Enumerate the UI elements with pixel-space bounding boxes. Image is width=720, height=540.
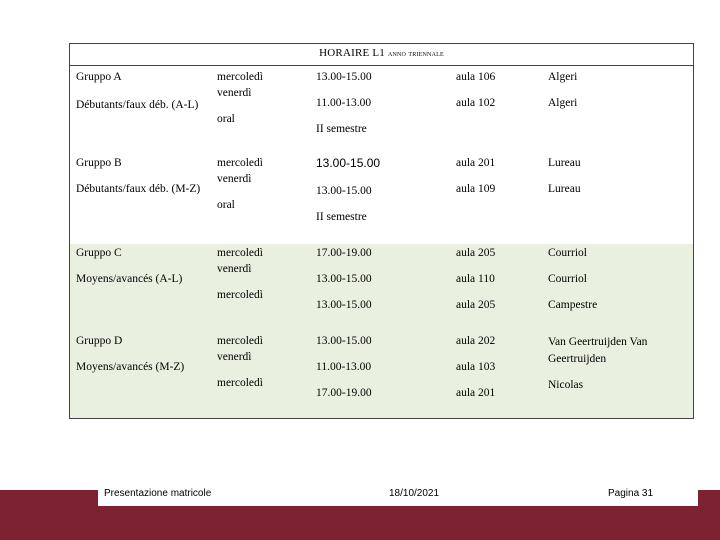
teacher-1: Courriol xyxy=(548,247,587,259)
day-2: venerdì xyxy=(217,351,252,363)
day-3: mercoledì xyxy=(217,289,263,301)
group-name: Gruppo A xyxy=(76,71,122,83)
table-title xyxy=(70,44,693,66)
room-1: aula 205 xyxy=(456,247,496,259)
teacher-2: Lureau xyxy=(548,183,581,195)
teacher-3: Campestre xyxy=(548,299,598,311)
room-2: aula 103 xyxy=(456,361,496,373)
table-title-sub: anno triennale xyxy=(387,48,444,58)
room-3: aula 201 xyxy=(456,387,496,399)
room-1: aula 202 xyxy=(456,335,496,347)
group-name: Gruppo D xyxy=(76,335,123,347)
schedule-table xyxy=(69,43,694,419)
day-1: mercoledì xyxy=(217,157,263,169)
day-1: mercoledì xyxy=(217,335,263,347)
group-level: Débutants/faux déb. (A-L) xyxy=(76,99,199,111)
day-3: oral xyxy=(217,199,235,211)
time-2: 13.00-15.00 xyxy=(316,273,372,285)
day-2: venerdì xyxy=(217,173,252,185)
time-1: 13.00-15.00 xyxy=(316,156,381,170)
group-name: Gruppo B xyxy=(76,157,122,169)
day-1: mercoledì xyxy=(217,247,263,259)
teacher-2: Algeri xyxy=(548,97,578,109)
teacher-1: Algeri xyxy=(548,71,578,83)
footer-date: 18/10/2021 xyxy=(389,488,440,499)
room-2: aula 102 xyxy=(456,97,496,109)
day-2: venerdì xyxy=(217,263,252,275)
time-2: 13.00-15.00 xyxy=(316,185,372,197)
day-1: mercoledì xyxy=(217,71,263,83)
table-row-group-c xyxy=(70,244,693,332)
teacher-1: Van Geertruijden Van Geertruijden xyxy=(548,336,648,365)
time-1: 13.00-15.00 xyxy=(316,71,372,83)
table-row-group-a xyxy=(70,66,693,156)
time-2: 11.00-13.00 xyxy=(316,97,372,109)
day-3: mercoledì xyxy=(217,377,263,389)
group-level: Moyens/avancés (M-Z) xyxy=(76,361,185,373)
time-2: 11.00-13.00 xyxy=(316,361,372,373)
group-name: Gruppo C xyxy=(76,247,122,259)
table-row-group-b xyxy=(70,156,693,244)
footer-page-number: Pagina 31 xyxy=(608,488,654,499)
room-1: aula 106 xyxy=(456,71,496,83)
time-1: 13.00-15.00 xyxy=(316,335,372,347)
teacher-1: Lureau xyxy=(548,157,581,169)
room-3: aula 205 xyxy=(456,299,496,311)
teacher-2: Nicolas xyxy=(548,379,584,391)
room-2: aula 109 xyxy=(456,183,496,195)
time-3: II semestre xyxy=(316,123,367,135)
table-row-group-d xyxy=(70,332,693,418)
group-level: Moyens/avancés (A-L) xyxy=(76,273,183,285)
day-3: oral xyxy=(217,113,235,125)
time-3: 17.00-19.00 xyxy=(316,387,372,399)
footer-left-text: Presentazione matricole xyxy=(104,488,212,499)
room-2: aula 110 xyxy=(456,273,495,285)
time-3: II semestre xyxy=(316,211,367,223)
time-1: 17.00-19.00 xyxy=(316,247,372,259)
time-3: 13.00-15.00 xyxy=(316,299,372,311)
teacher-2: Courriol xyxy=(548,273,587,285)
table-title-main: HORAIRE L1 xyxy=(319,47,385,59)
day-2: venerdì xyxy=(217,87,252,99)
room-1: aula 201 xyxy=(456,157,496,169)
group-level: Débutants/faux déb. (M-Z) xyxy=(76,183,201,195)
